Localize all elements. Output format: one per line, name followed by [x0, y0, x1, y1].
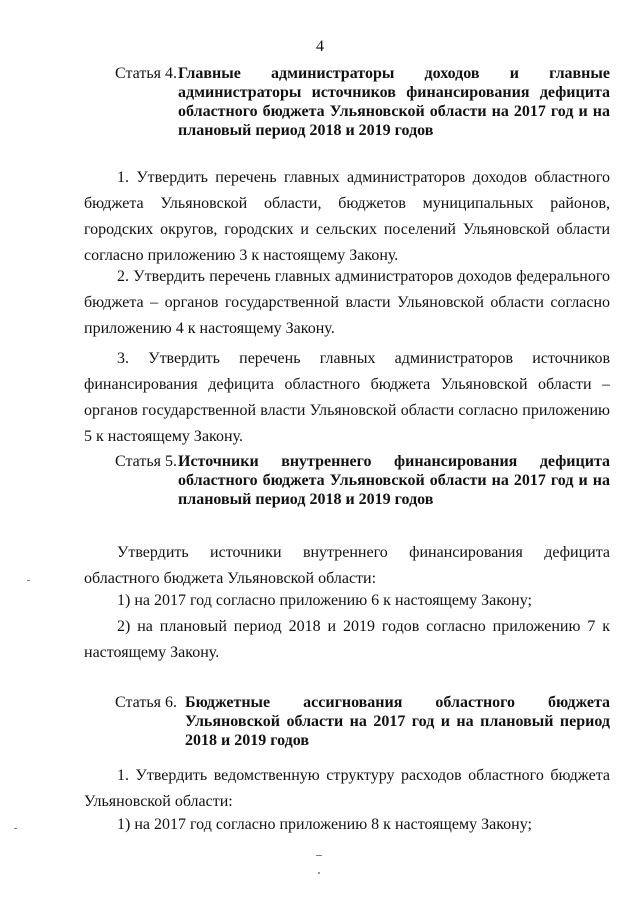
article-4-title: Главные администраторы доходов и главные администраторы источников финансирования дефицита областного бюджета Ульяновской области на 2017 год и на плановый период 2018 и 2019 годов [178, 65, 610, 139]
article-5-label: Статья 5. [115, 453, 177, 470]
article-6-label: Статья 6. [115, 694, 177, 711]
article-4-paragraph-1: 1. Утвердить перечень главных администраторов доходов областного бюджета Ульяновской области, бюджетов муниципальных районов, городских округов, городских и сельских поселений Ульяновской области согласно приложению 3 к настоящему Закону. [84, 169, 610, 264]
scan-speck [318, 872, 320, 874]
article-5-heading [115, 452, 610, 509]
article-4-paragraph-3: 3. Утвердить перечень главных администраторов источников финансирования дефицита областного бюджета Ульяновской области – органов государственной власти Ульяновской области согласно приложению 5 к настоящему Закону. [84, 350, 610, 445]
article-4-paragraph-2: 2. Утвердить перечень главных администраторов доходов федерального бюджета – органов государственной власти Ульяновской области согласно приложению 4 к настоящему Закону. [84, 268, 610, 337]
article-5-paragraph-1: Утвердить источники внутреннего финансирования дефицита областного бюджета Ульяновской области: [84, 544, 610, 587]
article-4-heading [115, 64, 610, 140]
article-5-title: Источники внутреннего финансирования дефицита областного бюджета Ульяновской области на 2017 год и на плановый период 2018 и 2019 годов [178, 453, 610, 508]
article-6-paragraph-1: 1. Утвердить ведомственную структуру расходов областного бюджета Ульяновской области: [84, 767, 610, 810]
article-6-heading [115, 693, 610, 750]
scan-speck [14, 828, 17, 829]
article-6-title: Бюджетные ассигнования областного бюджета Ульяновской области на 2017 год и на плановый период 2018 и 2019 годов [185, 694, 610, 749]
scan-speck [27, 580, 30, 581]
article-4-label: Статья 4. [115, 65, 177, 82]
scan-speck [316, 855, 322, 856]
page-number: 4 [316, 38, 324, 55]
article-5-paragraph-2: 1) на 2017 год согласно приложению 6 к настоящему Закону; [117, 592, 532, 609]
article-5-paragraph-3: 2) на плановый период 2018 и 2019 годов согласно приложению 7 к настоящему Закону. [84, 618, 610, 661]
article-6-paragraph-2: 1) на 2017 год согласно приложению 8 к настоящему Закону; [117, 816, 532, 833]
